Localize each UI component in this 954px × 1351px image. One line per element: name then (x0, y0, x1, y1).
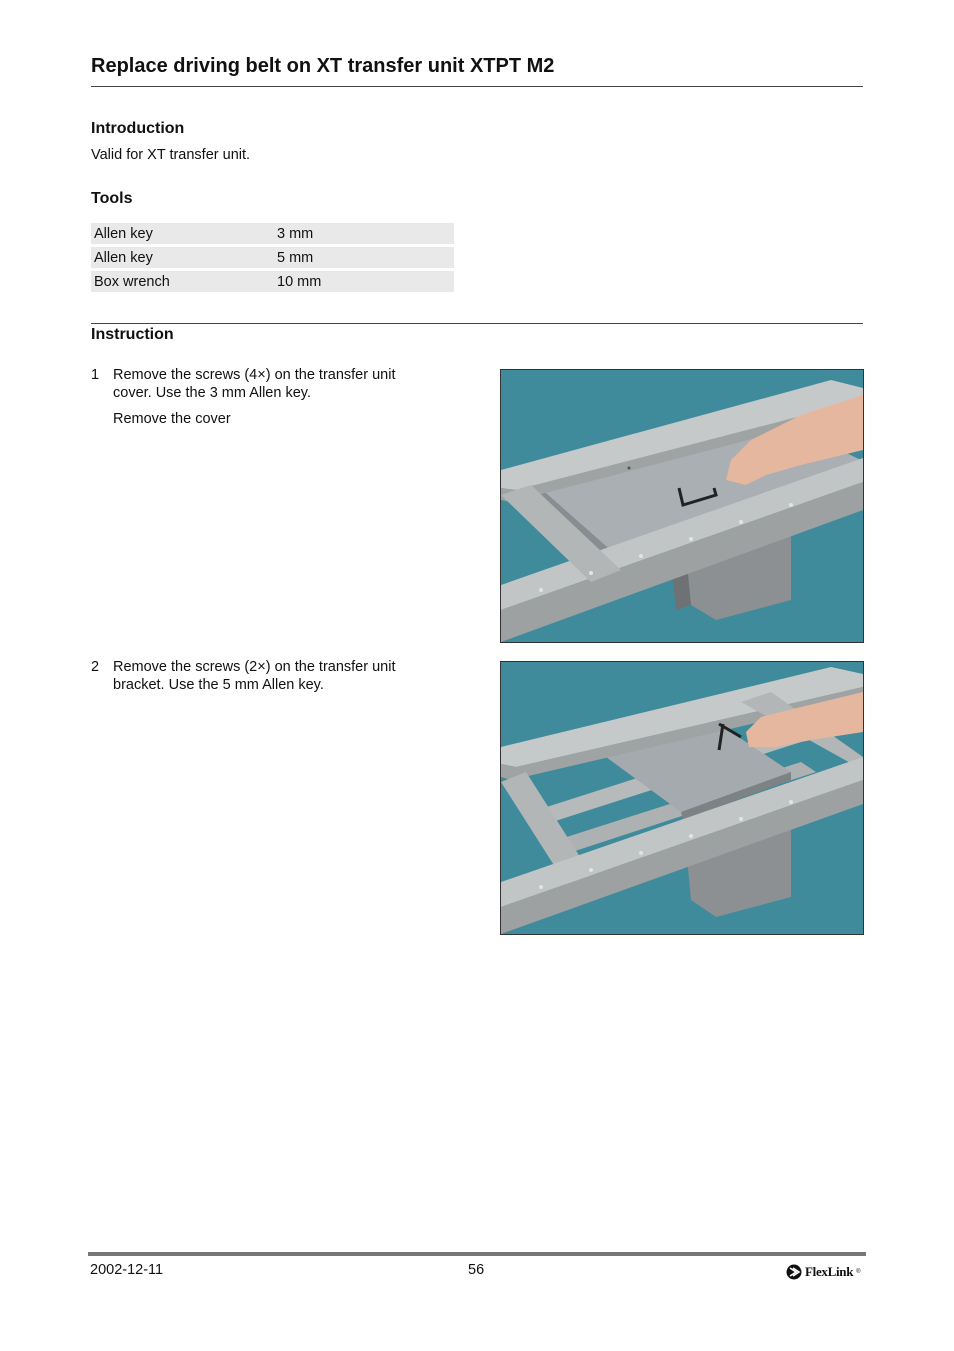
tool-size: 10 mm (274, 271, 454, 292)
page-number: 56 (468, 1262, 485, 1278)
page-title: Replace driving belt on XT transfer unit XTPT M2 (91, 55, 555, 77)
step-line: Remove the screws (2×) on the transfer unit (113, 659, 396, 675)
tools-heading: Tools (91, 190, 133, 207)
step-text (113, 366, 443, 428)
introduction-text: Valid for XT transfer unit. (91, 147, 251, 163)
step-note: Remove the cover (113, 411, 231, 427)
step-line: cover. Use the 3 mm Allen key. (113, 385, 311, 401)
step-number: 2 (91, 659, 100, 675)
instruction-rule (91, 323, 863, 324)
step-1-photo (500, 369, 864, 643)
step-2-photo (500, 661, 864, 935)
step-text (113, 658, 443, 694)
flexlink-logo-icon (786, 1264, 802, 1280)
tool-name: Allen key (91, 247, 274, 268)
tool-size: 3 mm (274, 223, 454, 244)
tools-table (91, 220, 454, 295)
step-number: 1 (91, 367, 100, 383)
flexlink-logo: FlexLink ® (786, 1264, 861, 1280)
title-rule (91, 86, 863, 87)
tool-name: Allen key (91, 223, 274, 244)
tool-name: Box wrench (91, 271, 274, 292)
step-line: Remove the screws (4×) on the transfer unit (113, 367, 396, 383)
introduction-heading: Introduction (91, 120, 185, 137)
instruction-heading: Instruction (91, 326, 174, 343)
tool-size: 5 mm (274, 247, 454, 268)
table-row (91, 247, 454, 268)
footer-rule (88, 1252, 866, 1256)
footer-date: 2002-12-11 (90, 1262, 164, 1278)
step-line: bracket. Use the 5 mm Allen key. (113, 677, 324, 693)
table-row (91, 271, 454, 292)
logo-text: FlexLink (805, 1264, 854, 1279)
table-row (91, 223, 454, 244)
